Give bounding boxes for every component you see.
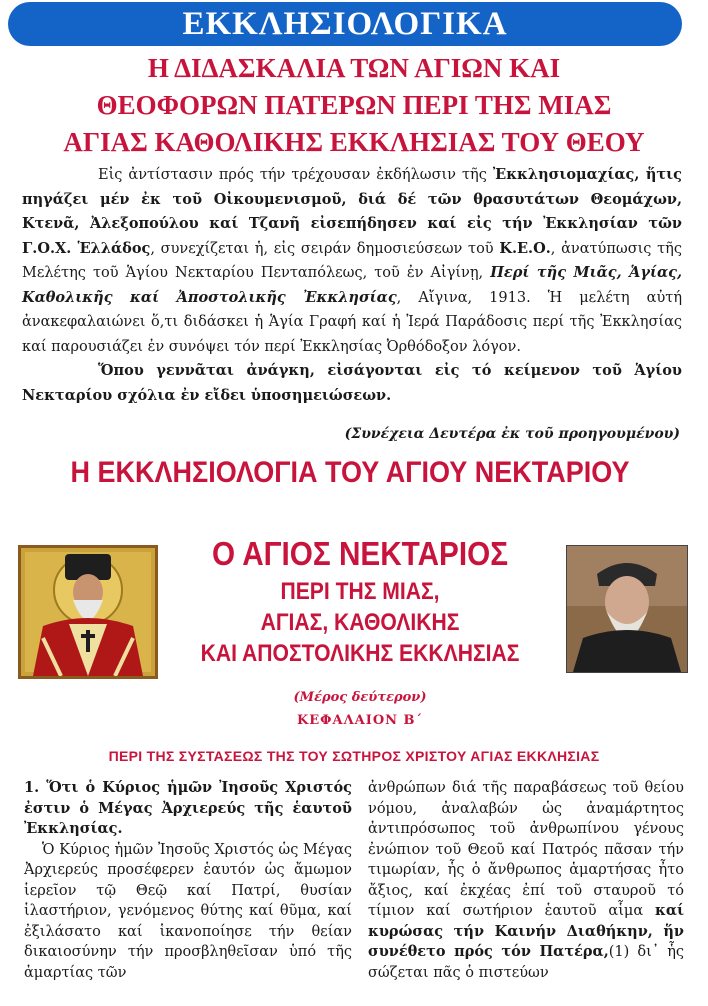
main-title-line-2: ΘΕΟΦΟΡΩΝ ΠΑΤΕΡΩΝ ΠΕΡΙ ΤΗΣ ΜΙΑΣ bbox=[96, 90, 612, 120]
saint-icon-image bbox=[18, 545, 158, 679]
chapter-heading: ΠΕΡΙ ΤΗΣ ΣΥΣΤΑΣΕΩΣ ΤΗΣ ΤΟΥ ΣΩΤΗΡΟΣ ΧΡΙΣΤΟΥ ΑΓΙΑΣ ΕΚΚΛΗΣΙΑΣ bbox=[108, 748, 600, 764]
intro-text-e: , ἀνατύπωσις τῆς Μελέτης τοῦ Ἁγίου Νεκταρίου Πενταπόλεως, τοῦ ἐν Αἰγίνῃ, bbox=[22, 240, 682, 281]
intro-paragraph-2 bbox=[22, 359, 682, 408]
intro-text-c: , συνεχίζεται ἡ, εἰς σειράν δημοσιεύσεων τοῦ bbox=[150, 240, 500, 257]
part-label: (Μέρος δεύτερον) bbox=[293, 690, 427, 705]
intro-text-b: Ἐκκλησιομαχίας, ἥτις πηγάζει μέν ἐκ τοῦ Οἰκουμενισμοῦ, διά δέ τῶν θρασυτάτων Θεομάχων, Κτενᾶ, Ἀλεξοπούλου καί Τζανῆ εἰσεπήδησεν καί εἰς τήν Ἐκκλησίαν τῶν Γ.Ο.Χ. Ἑλλάδος bbox=[22, 166, 682, 257]
right-body-c: (1) δι᾽ ἧς σώζεται πᾶς ὁ πιστεύων bbox=[368, 944, 685, 981]
intro-text bbox=[22, 163, 682, 408]
main-title-line-3: ΑΓΙΑΣ ΚΑΘΟΛΙΚΗΣ ΕΚΚΛΗΣΙΑΣ ΤΟΥ ΘΕΟΥ bbox=[63, 127, 645, 157]
main-title-line-1: Η ΔΙΔΑΣΚΑΛΙΑ ΤΩΝ ΑΓΙΩΝ ΚΑΙ bbox=[147, 53, 561, 83]
saint-name-heading: Ο ΑΓΙΟΣ ΝΕΚΤΑΡΙΟΣ bbox=[211, 535, 509, 572]
title-block bbox=[150, 532, 570, 669]
subtitle-line-3: ΚΑΙ ΑΠΟΣΤΟΛΙΚΗΣ ΕΚΚΛΗΣΙΑΣ bbox=[200, 640, 520, 667]
saint-photo-image bbox=[566, 545, 688, 673]
body-column-left bbox=[24, 778, 352, 983]
intro-book-title: Περί τῆς Μιᾶς, Ἁγίας, Καθολικῆς καί Ἀποστολικῆς Ἐκκλησίας bbox=[22, 264, 683, 306]
point-heading bbox=[24, 778, 352, 840]
continuation-note: (Συνέχεια Δευτέρα ἐκ τοῦ προηγουμένου) bbox=[344, 426, 680, 442]
left-column-body: Ὁ Κύριος ἡμῶν Ἰησοῦς Χριστός ὡς Μέγας Ἀρχιερεύς προσέφερεν ἑαυτόν ὡς ἄμωμον ἱερεῖον τῷ Θεῷ καί Πατρί, θυσίαν ἱλαστήριον, γενόμενος θύτης καί θῦμα, καί ἐξιλάσατο καί ἱκανοποίησε τήν θείαν δικαιοσύνην τήν προσβληθεῖσαν ὑπό τῆς ἁμαρτίας τῶν bbox=[24, 841, 352, 981]
intro-text-p2: Ὅπου γεννᾶται ἀνάγκη, εἰσάγονται εἰς τό κείμενον τοῦ Ἁγίου Νεκταρίου σχόλια ἐν εἴδει ὑποσημειώσεων. bbox=[22, 362, 682, 404]
intro-paragraph-1 bbox=[22, 163, 682, 359]
right-column-body bbox=[368, 778, 684, 983]
main-title bbox=[40, 50, 668, 161]
chapter-label: ΚΕΦΑΛΑΙΟΝ Β΄ bbox=[296, 713, 424, 728]
right-body-b: καί κυρώσας τήν Καινήν Διαθήκην, ἥν συνέθετο πρός τόν Πατέρα, bbox=[368, 902, 684, 960]
subtitle-line-1: ΠΕΡΙ ΤΗΣ ΜΙΑΣ, bbox=[280, 578, 440, 605]
banner-title: ΕΚΚΛΗΣΙΟΛΟΓΙΚΑ bbox=[182, 5, 508, 42]
section-banner bbox=[8, 2, 682, 46]
section-title: Η ΕΚΚΛΗΣΙΟΛΟΓΙΑ ΤΟΥ ΑΓΙΟΥ ΝΕΚΤΑΡΙΟΥ bbox=[70, 456, 630, 489]
right-body-a: ἀνθρώπων διά τῆς παραβάσεως τοῦ θείου νόμου, ἀναλαβών ὡς ἀναμάρτητος ἀντιπρόσωπος τοῦ ἀνθρωπίνου γένους ἐνώπιον τοῦ Θεοῦ καί Πατρός πᾶσαν τήν τιμωρίαν, ἧς ὁ ἄνθρωπος ἁμαρτήσας ἦτο ἄξιος, καί ἐκχέας ἐπί τοῦ σταυροῦ τό τίμιον καί σωτήριον ἑαυτοῦ αἷμα bbox=[368, 780, 684, 919]
intro-text-d: Κ.Ε.Ο. bbox=[499, 239, 551, 257]
intro-text-g: , Αἴγινα, 1913. Ἡ μελέτη αὐτή ἀνακεφαλαιώνει ὅ,τι διδάσκει ἡ Ἁγία Γραφή καί ἡ Ἱερά Παράδοσις περί τῆς Ἐκκλησίας καί παρουσιάζει ἐν συνόψει τόν περί Ἐκκλησίας Ὀρθόδοξον λόγον. bbox=[22, 289, 683, 355]
point-heading-text: 1. Ὅτι ὁ Κύριος ἡμῶν Ἰησοῦς Χριστός ἐστιν ὁ Μέγας Ἀρχιερεύς τῆς ἑαυτοῦ Ἐκκλησίας. bbox=[24, 779, 352, 837]
intro-text-a: Εἰς ἀντίστασιν πρός τήν τρέχουσαν ἐκδήλωσιν τῆς bbox=[98, 167, 493, 183]
subtitle-line-2: ΑΓΙΑΣ, ΚΑΘΟΛΙΚΗΣ bbox=[260, 609, 460, 636]
body-column-right bbox=[368, 778, 684, 983]
